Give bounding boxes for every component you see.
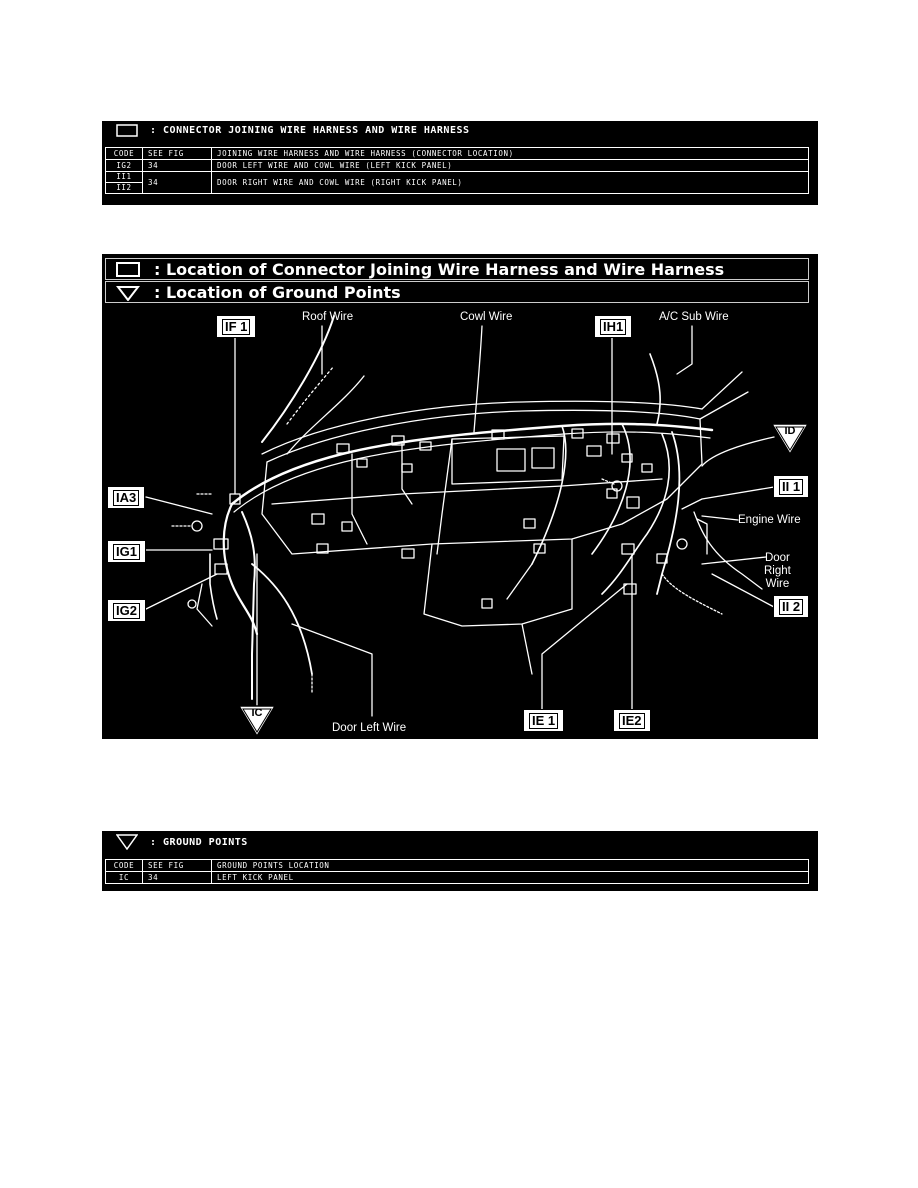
door-right-wire-label-line2: Right [764,565,791,577]
row-fig: 34 [143,160,212,172]
connector-tag-ie1: IE 1 [524,710,563,731]
table-header-row [106,148,809,160]
header-code: CODE [106,860,143,872]
connector-table [102,121,818,205]
row-code: IG2 [106,160,143,172]
row-desc: DOOR RIGHT WIRE AND COWL WIRE (RIGHT KICK PANEL) [212,172,809,194]
ground-point-id-label: ID [784,425,796,437]
ground-points-table-title [102,831,818,851]
cowl-wire-label: Cowl Wire [460,311,513,323]
row-desc: DOOR LEFT WIRE AND COWL WIRE (LEFT KICK PANEL) [212,160,809,172]
ground-triangle-icon [116,834,138,850]
header-description: GROUND POINTS LOCATION [212,860,809,872]
roof-wire-label: Roof Wire [302,311,354,323]
ground-point-ic-label: IC [251,707,263,719]
diagram-header-connectors-text: : Location of Connector Joining Wire Harness and Wire Harness [154,260,725,279]
connector-table-grid [105,147,809,194]
connector-tag-ih1: IH1 [595,316,631,337]
table-row [106,160,809,172]
instrument-panel-illustration [102,254,818,739]
header-description: JOINING WIRE HARNESS AND WIRE HARNESS (CONNECTOR LOCATION) [212,148,809,160]
connector-table-title [102,121,818,141]
diagram-header-grounds-text: : Location of Ground Points [154,283,401,302]
row-fig: 34 [143,172,212,194]
wiring-diagram [102,254,818,739]
header-see-fig: SEE FIG [143,860,212,872]
connector-tag-if1: IF 1 [217,316,255,337]
ground-points-table-grid [105,859,809,884]
table-row [106,172,809,183]
door-right-wire-label [764,552,791,591]
row-desc: LEFT KICK PANEL [212,872,809,884]
door-right-wire-label-line1: Door [764,552,790,564]
ground-points-table-title-text: : GROUND POINTS [150,837,248,848]
row-code-2: II2 [106,183,143,194]
ground-point-id [770,422,810,456]
table-row [106,872,809,884]
row-code: II1 [106,172,143,183]
ac-sub-wire-label: A/C Sub Wire [659,311,729,323]
connector-tag-ii2: II 2 [774,596,808,617]
connector-tag-ia3: IA3 [108,487,144,508]
connector-tag-ig2: IG2 [108,600,145,621]
header-code: CODE [106,148,143,160]
header-see-fig: SEE FIG [143,148,212,160]
row-fig: 34 [143,872,212,884]
door-right-wire-label-line3: Wire [765,578,790,590]
row-code: IC [106,872,143,884]
connector-tag-ig1: IG1 [108,541,145,562]
ground-points-table [102,831,818,891]
engine-wire-label: Engine Wire [738,514,801,526]
connector-square-icon [116,124,138,137]
ground-point-ic [237,704,277,738]
table-header-row [106,860,809,872]
connector-table-title-text: : CONNECTOR JOINING WIRE HARNESS AND WIRE HARNESS [150,125,470,136]
door-left-wire-label: Door Left Wire [332,722,407,734]
connector-tag-ii1: II 1 [774,476,808,497]
connector-tag-ie2: IE2 [614,710,650,731]
